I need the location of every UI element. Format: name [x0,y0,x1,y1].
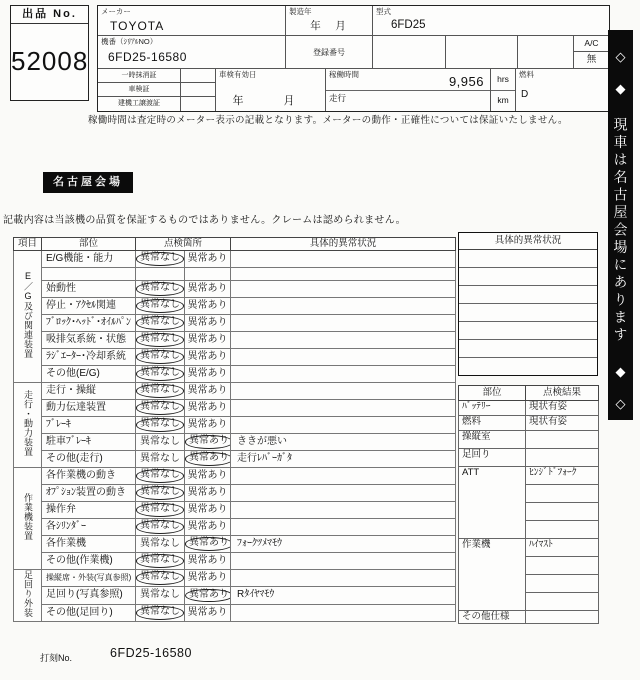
mfg-year-label: 製造年 [289,7,312,16]
status-ng-label: 異常あり [187,520,228,532]
inspection-row [14,587,456,604]
status-ng-label: 異常あり [187,252,228,264]
remarks-box [458,232,598,376]
status-ok-cell [136,251,185,268]
status-ng-label: 異常あり [187,401,228,413]
remark-text [231,315,456,332]
ac-value-cell: 無 [574,52,609,69]
part-label: その他(走行) [42,451,136,468]
inspection-row [14,417,456,434]
result-row [459,431,599,449]
lot-number-value: 52008 [11,46,89,76]
result-col-result: 点検結果 [526,386,599,401]
status-ng-label: 異常あり [187,384,228,396]
result-row [459,467,599,485]
inspection-row [14,400,456,417]
status-ng-cell [185,502,231,519]
status-ng-cell [185,553,231,570]
result-value [526,449,599,467]
part-label: 走行・操縦 [42,383,136,400]
inspection-row [14,468,456,485]
result-value [526,611,599,624]
inspection-row [14,298,456,315]
result-value [526,593,599,611]
status-ng-label: 異常あり [185,452,231,466]
cert-row [98,97,215,111]
remark-text [231,604,456,621]
inspection-row [14,502,456,519]
status-ok-label: 異常なし [136,571,184,585]
status-ng-cell [185,281,231,298]
result-value [526,557,599,575]
remark-text [231,366,456,383]
inspection-row [14,315,456,332]
col-header-item: 項目 [14,238,42,251]
part-label: E/G機能・能力 [42,251,136,268]
shaken-label: 車検有効日 [219,70,257,79]
status-ok-cell [136,400,185,417]
part-label: 足回り(写真参照) [42,587,136,604]
mfg-year-cell [286,6,373,36]
status-ng-cell [185,251,231,268]
part-label: 各作業機 [42,536,136,553]
status-ok-label: 異常なし [136,299,184,313]
status-ok-cell [136,281,185,298]
status-ok-label: 異常なし [136,333,184,347]
result-row [459,449,599,467]
status-ok-label: 異常なし [136,606,184,620]
status-ok-cell [136,383,185,400]
section-label-text: 走行・動力装置 [23,390,33,457]
result-header-row [459,386,599,401]
empty-cell [518,36,574,69]
status-ok-cell [136,485,185,502]
status-ng-cell [185,468,231,485]
remark-text [231,519,456,536]
part-label: 駐車ﾌﾞﾚｰｷ [42,434,136,451]
section-label [14,468,42,570]
stamp-no-label: 打刻No. [40,653,73,663]
serial-cell [98,36,286,69]
maker-label: メーカー [101,7,131,16]
status-ok-cell [136,332,185,349]
remark-text [231,570,456,587]
part-label: 停止・ｱｸｾﾙ関連 [42,298,136,315]
cert-value [181,69,215,82]
status-ok-label: 異常なし [136,503,184,517]
inspection-row [14,349,456,366]
model-cell [373,6,609,36]
status-ok-label: 異常なし [136,520,184,534]
result-part-label: 燃料 [459,416,526,431]
part-label: 操作弁 [42,502,136,519]
part-label: ﾗｼﾞｴｰﾀｰ･冷却系統 [42,349,136,366]
status-ng-cell [185,519,231,536]
status-ok-label: 異常なし [136,316,184,330]
status-ng-cell [185,383,231,400]
inspection-row [14,519,456,536]
status-ok-cell [136,570,185,587]
remarks-box-row [459,286,597,304]
status-ng-label: 異常あり [187,418,228,430]
status-ng-label: 異常あり [187,469,228,481]
mfg-year-value: 年 月 [310,19,348,32]
inspection-row [14,485,456,502]
remarks-box-row [459,250,597,268]
result-row [459,611,599,624]
lot-number-box [10,5,89,101]
inspection-table [13,237,456,622]
model-value: 6FD25 [391,18,426,31]
fuel-value: D [521,89,529,100]
status-ok-cell [136,366,185,383]
remarks-box-row [459,340,597,358]
status-ng-label: 異常あり [187,333,228,345]
result-part-label: ﾊﾞｯﾃﾘｰ [459,401,526,416]
part-label: ﾌﾞﾛｯｸ･ﾍｯﾄﾞ･ｵｲﾙﾊﾟﾝ [42,315,136,332]
part-label: 各ｼﾘﾝﾀﾞｰ [42,519,136,536]
status-ng-label: 異常あり [185,537,231,551]
mileage-unit: km [497,95,509,105]
hours-label: 稼働時間 [329,70,359,79]
registration-label: 登録番号 [313,48,345,57]
status-ng-label: 異常あり [187,282,228,294]
part-label: ﾌﾞﾚｰｷ [42,417,136,434]
remarks-box-row [459,322,597,340]
part-label: 操縦席・外装(写真参照) [42,570,136,587]
result-value: 現状有姿 [526,416,599,431]
result-part-label: 作業機 [459,539,526,611]
section-label-text: E／G及び関連装置 [23,271,33,359]
inspection-row [14,268,456,281]
remark-text [231,268,456,281]
status-ok-cell [136,417,185,434]
remarks-box-row [459,268,597,286]
status-ng-cell [185,298,231,315]
remark-text [231,298,456,315]
remark-text: Rﾀｲﾔﾏﾓｳ [231,587,456,604]
part-label: 始動性 [42,281,136,298]
status-ok-cell [136,536,185,553]
section-label-text: 作業機装置 [23,493,33,541]
diamond-open-icon: ◇ [615,396,626,412]
result-value: 現状有姿 [526,401,599,416]
remark-text [231,485,456,502]
remark-text: ききが悪い [231,434,456,451]
status-ok-cell [136,349,185,366]
result-value [526,431,599,449]
status-ok-label: 異常なし [136,401,184,415]
remark-text: 走行ﾚﾊﾞｰｶﾞﾀ [231,451,456,468]
status-ok-cell [136,468,185,485]
status-ng-cell [185,536,231,553]
status-ok-cell [136,315,185,332]
status-ng-cell [185,587,231,604]
status-ng-label: 異常あり [187,299,228,311]
section-label-text: 足回り外装 [23,570,33,618]
status-ng-cell [185,434,231,451]
status-ng-label: 異常あり [185,435,231,449]
model-label: 型式 [376,7,391,16]
unit-column [490,69,515,111]
part-label: ｵﾌﾟｼｮﾝ装置の動き [42,485,136,502]
inspection-row [14,383,456,400]
status-ng-cell [185,451,231,468]
result-row [459,401,599,416]
status-ok-label: 異常なし [136,384,184,398]
remark-text [231,332,456,349]
status-ok-cell [136,298,185,315]
status-ok-label: 異常なし [136,367,184,381]
col-header-check: 点検箇所 [136,238,231,251]
cert-row [98,83,215,97]
inspection-row [14,604,456,621]
status-ok-label: 異常なし [140,435,180,447]
hours-value: 9,956 [448,74,484,89]
remark-text [231,468,456,485]
result-value [526,575,599,593]
status-ok-label: 異常なし [136,554,184,568]
result-value [526,503,599,521]
remark-text [231,502,456,519]
vehicle-header-table [97,5,610,112]
status-ok-cell [136,604,185,621]
cert-value [181,97,215,111]
serial-value: 6FD25-16580 [108,49,187,64]
hours-cell [326,69,516,111]
empty-cell [446,36,518,69]
status-ok-label: 異常なし [140,537,180,549]
section-label [14,251,42,383]
remark-text [231,251,456,268]
status-ok-label: 異常なし [136,350,184,364]
result-part-label: 操縦室 [459,431,526,449]
status-ok-cell [136,519,185,536]
remarks-box-row [459,358,597,375]
status-ng-label: 異常あり [187,350,228,362]
part-label: 吸排気系統・状態 [42,332,136,349]
status-ng-label: 異常あり [185,589,231,603]
status-ng-cell [185,349,231,366]
part-label: その他(足回り) [42,604,136,621]
remark-text [231,417,456,434]
shaken-cell [216,69,326,111]
venue-badge: 名古屋会場 [43,172,133,193]
status-ng-cell [185,417,231,434]
status-ok-label: 異常なし [140,452,180,464]
inspection-row [14,434,456,451]
status-ok-cell [136,434,185,451]
result-row [459,416,599,431]
diamond-filled-icon: ◆ [615,364,626,380]
status-ng-cell [185,268,231,281]
ac-label-cell: A/C [574,36,609,52]
result-part-label: 足回り [459,449,526,467]
empty-cell [373,36,446,69]
status-ng-cell [185,485,231,502]
status-ok-cell [136,587,185,604]
result-value: ﾊｲﾏｽﾄ [526,539,599,557]
status-ng-label: 異常あり [187,606,228,618]
inspection-row [14,536,456,553]
inspection-row [14,451,456,468]
status-ng-cell [185,332,231,349]
status-ok-cell [136,502,185,519]
result-value: ﾋﾝｼﾞﾄﾞﾌｫｰｸ [526,467,599,485]
part-label: 動力伝達装置 [42,400,136,417]
remark-text: ﾌｫｰｸﾂﾒﾏﾓｳ [231,536,456,553]
inspection-row [14,366,456,383]
status-ok-label: 異常なし [136,469,184,483]
venue-sidebar [608,30,633,420]
status-ng-label: 異常あり [187,503,228,515]
result-value [526,485,599,503]
inspection-row [14,251,456,268]
status-ng-cell [185,400,231,417]
status-ok-label: 異常なし [136,282,184,296]
divider [326,90,515,91]
meter-note: 稼働時間は査定時のメーター表示の記載となります。メーターの動作・正確性については保証いたしません。 [88,115,568,126]
status-ok-label: 異常なし [136,252,184,266]
cert-label: 建機工譲渡証 [98,97,181,111]
part-label: その他(E/G) [42,366,136,383]
result-part-label: その他仕様 [459,611,526,624]
status-ng-label: 異常あり [187,486,228,498]
result-row [459,539,599,557]
inspection-row [14,281,456,298]
part-label [42,268,136,281]
section-label [14,570,42,622]
col-header-part: 部位 [42,238,136,251]
status-ng-cell [185,604,231,621]
status-ok-cell [136,451,185,468]
cert-label: 車検証 [98,83,181,96]
sidebar-text: 現車は名古屋会場にあります [612,117,629,345]
part-label: その他(作業機) [42,553,136,570]
status-ng-label: 異常あり [187,316,228,328]
maker-value: TOYOTA [110,18,165,33]
remarks-box-header: 具体的異常状況 [459,233,597,250]
col-header-remarks: 具体的異常状況 [231,238,456,251]
remark-text [231,400,456,417]
registration-cell [286,36,373,69]
status-ok-label: 異常なし [136,486,184,500]
fuel-label: 燃料 [519,70,534,79]
status-ok-label: 異常なし [136,418,184,432]
status-ng-label: 異常あり [187,554,228,566]
result-value [526,521,599,539]
mileage-label: 走行 [329,93,347,103]
result-col-part: 部位 [459,386,526,401]
serial-label: 機番（ｼﾘｱﾙNO） [101,37,158,46]
inspection-row [14,570,456,587]
status-ok-label: 異常なし [140,589,180,601]
inspection-row [14,553,456,570]
result-part-label: ATT [459,467,526,539]
inspection-header-row [14,238,456,251]
status-ng-cell [185,315,231,332]
remark-text [231,553,456,570]
status-ng-cell [185,366,231,383]
inspection-row [14,332,456,349]
cert-value [181,83,215,96]
cert-label: 一時抹消証 [98,69,181,82]
cert-row [98,69,215,83]
maker-cell [98,6,286,36]
status-ok-cell [136,268,185,281]
remark-text [231,383,456,400]
hours-unit: hrs [497,74,509,84]
part-label: 各作業機の動き [42,468,136,485]
remark-text [231,349,456,366]
status-ng-cell [185,570,231,587]
stamp-no-value: 6FD25-16580 [110,646,192,660]
diamond-open-icon: ◇ [615,49,626,64]
certificates-cell [98,69,216,111]
shaken-value: 年 月 [232,95,301,107]
diamond-filled-icon: ◆ [615,80,626,96]
status-ng-label: 異常あり [187,367,228,379]
status-ok-cell [136,553,185,570]
fuel-cell [516,69,609,111]
lot-number-label: 出品 No. [11,6,88,24]
remark-text [231,281,456,298]
remarks-box-row [459,304,597,322]
result-table [458,385,599,624]
disclaimer-text: 記載内容は当該機の品質を保証するものではありません。クレームは認められません。 [3,215,406,226]
section-label [14,383,42,468]
status-ng-label: 異常あり [187,571,228,583]
